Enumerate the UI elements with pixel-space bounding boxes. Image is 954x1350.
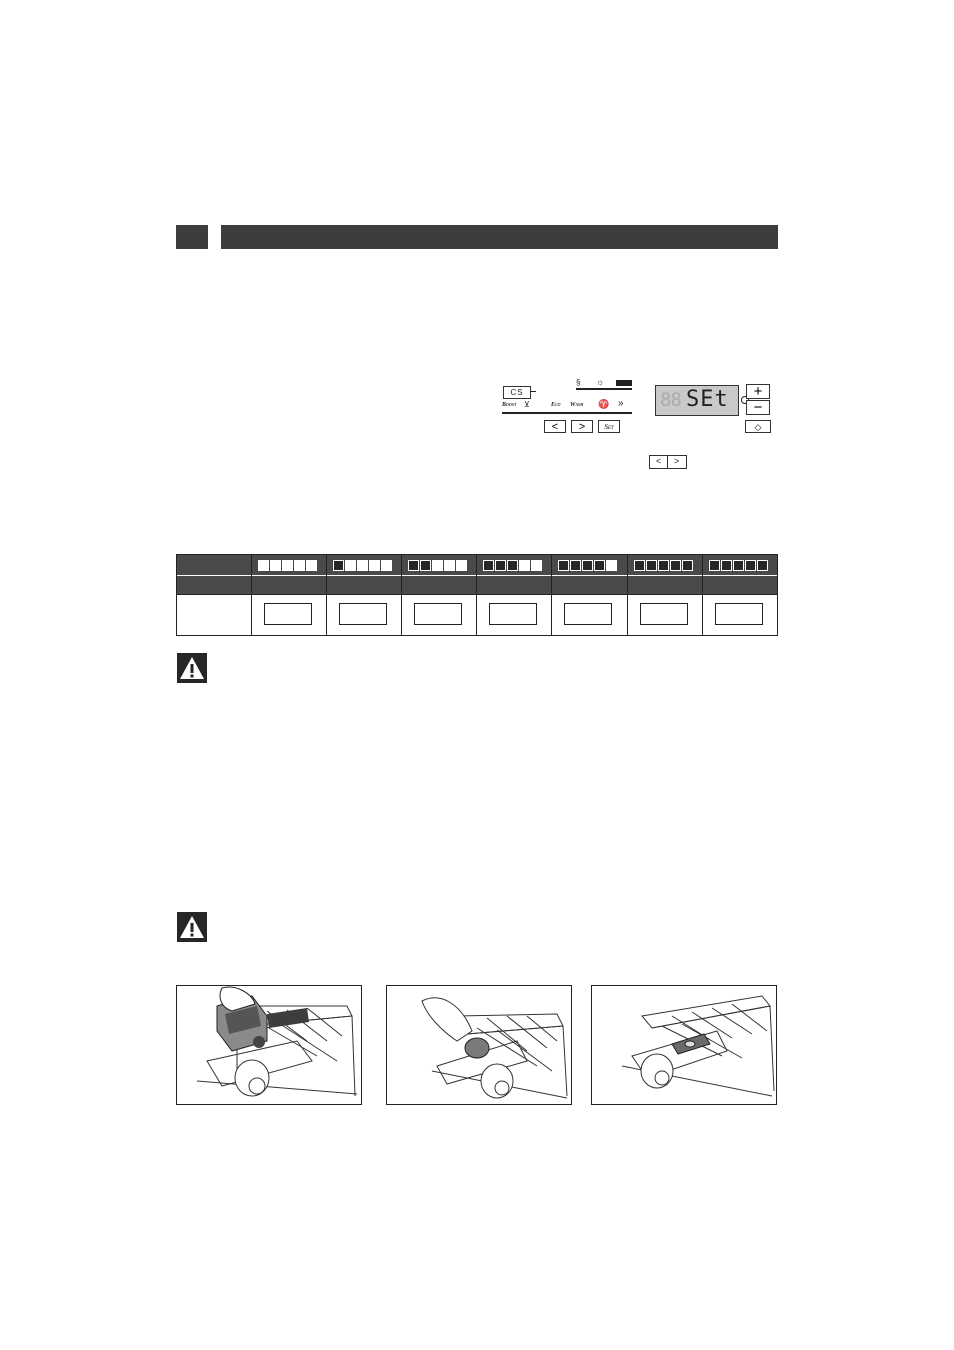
level-square-filled (483, 560, 494, 571)
left-arrow-icon: < (656, 456, 662, 466)
lcd-ghost-digits: 88 (660, 389, 681, 411)
level-square-filled (558, 560, 569, 571)
level-square-filled (757, 560, 768, 571)
level-square-empty (381, 560, 392, 571)
control-panel (500, 376, 780, 468)
setting-value-box (414, 603, 462, 625)
right-arrow-button[interactable]: > (571, 420, 593, 433)
level-square-filled (594, 560, 605, 571)
hardness-level-indicator (408, 560, 467, 571)
setting-value-box (264, 603, 312, 625)
setting-value-box (640, 603, 688, 625)
level-square-filled (408, 560, 419, 571)
level-square-filled (721, 560, 732, 571)
hardness-level-indicator (558, 560, 617, 571)
plus-button[interactable]: + (746, 384, 770, 399)
level-square-empty (519, 560, 530, 571)
table-column-divider (476, 555, 477, 635)
warning-icon (177, 912, 207, 942)
level-square-empty (456, 560, 467, 571)
table-column-divider (326, 555, 327, 635)
salt-icon: § (576, 378, 581, 387)
start-button[interactable]: ◇ (745, 420, 771, 433)
cocktail-icon: ♈ (598, 399, 610, 409)
level-square-empty (444, 560, 455, 571)
setting-value-box (564, 603, 612, 625)
level-square-filled (495, 560, 506, 571)
minus-button[interactable]: − (746, 400, 770, 415)
level-square-empty (357, 560, 368, 571)
level-square-empty (306, 560, 317, 571)
program-wash[interactable]: Wash (570, 402, 584, 408)
level-square-filled (507, 560, 518, 571)
section-number-bar (176, 225, 208, 249)
tablet-icon (616, 380, 632, 386)
level-square-filled (670, 560, 681, 571)
fast-icon[interactable]: » (618, 398, 624, 409)
level-square-filled (733, 560, 744, 571)
hardness-level-indicator (333, 560, 392, 571)
table-column-divider (401, 555, 402, 635)
level-square-filled (745, 560, 756, 571)
level-square-empty (345, 560, 356, 571)
hardness-level-indicator (483, 560, 542, 571)
hardness-level-indicator (634, 560, 693, 571)
level-square-filled (709, 560, 720, 571)
left-arrow-button[interactable]: < (544, 420, 566, 433)
hardness-table (176, 554, 778, 636)
setting-value-box (489, 603, 537, 625)
setting-value-box (339, 603, 387, 625)
lcd-text: SEt (686, 387, 729, 412)
level-square-empty (282, 560, 293, 571)
level-square-filled (646, 560, 657, 571)
hardness-level-indicator (709, 560, 768, 571)
level-square-filled (420, 560, 431, 571)
arrow-keys-reference (649, 455, 687, 469)
level-square-filled (333, 560, 344, 571)
warning-icon (177, 653, 207, 683)
table-column-divider (627, 555, 628, 635)
illustration-cap-closed (591, 985, 777, 1105)
setting-value-box (715, 603, 763, 625)
section-title-bar (221, 225, 778, 249)
set-button[interactable]: Set (598, 420, 620, 433)
level-square-filled (682, 560, 693, 571)
right-arrow-icon: > (674, 456, 680, 466)
hardness-level-indicator (258, 560, 317, 571)
level-square-empty (294, 560, 305, 571)
table-column-divider (251, 555, 252, 635)
level-square-filled (570, 560, 581, 571)
glass-icon: ⊻ (524, 400, 530, 409)
level-square-empty (258, 560, 269, 571)
illustration-filling-salt (176, 985, 362, 1105)
level-square-filled (582, 560, 593, 571)
program-eco[interactable]: Eco (551, 402, 561, 408)
level-square-empty (432, 560, 443, 571)
level-square-empty (531, 560, 542, 571)
program-boost[interactable]: Boost (502, 402, 517, 408)
level-square-empty (270, 560, 281, 571)
lcd-display (655, 385, 739, 416)
level-square-empty (606, 560, 617, 571)
cs-indicator: CS (503, 386, 531, 399)
illustration-closing-cap (386, 985, 572, 1105)
level-square-empty (369, 560, 380, 571)
level-square-filled (658, 560, 669, 571)
table-column-divider (702, 555, 703, 635)
table-column-divider (551, 555, 552, 635)
table-subheader-row (177, 576, 777, 594)
rinse-aid-icon: ☼ (596, 377, 605, 387)
level-square-filled (634, 560, 645, 571)
